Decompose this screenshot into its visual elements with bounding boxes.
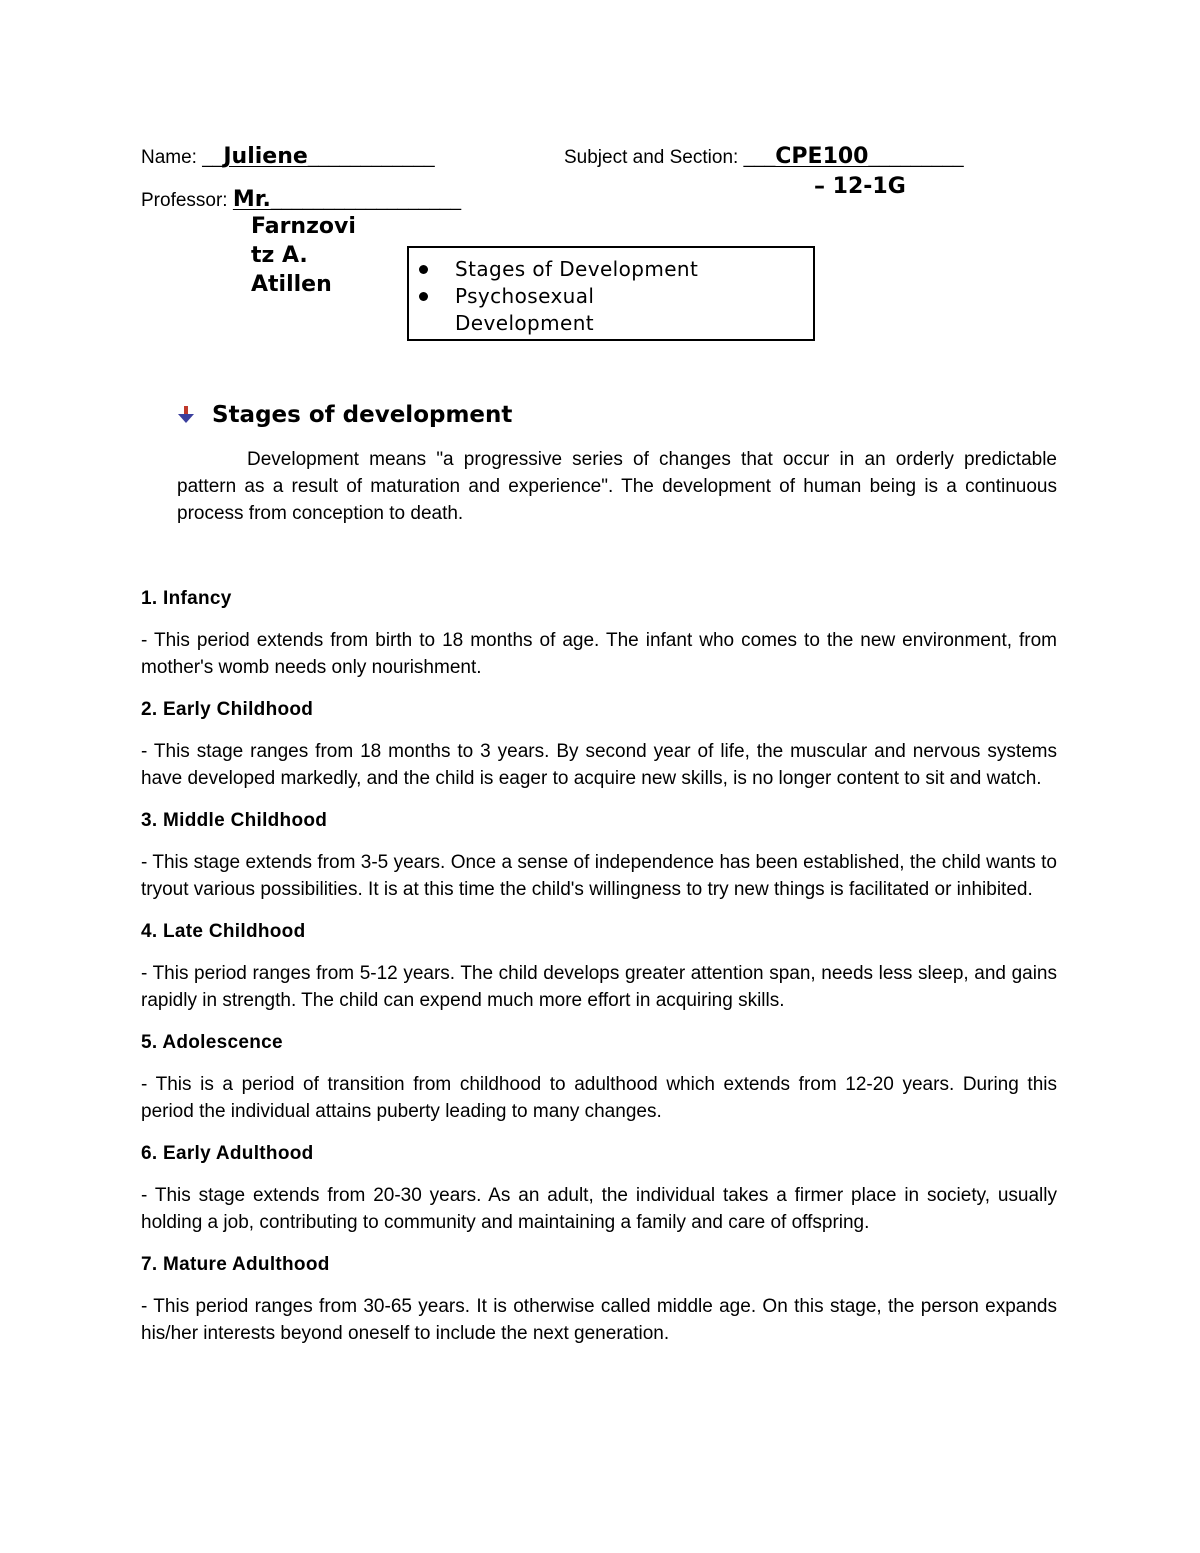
arrow-head [178, 414, 194, 423]
topic-item [455, 283, 785, 310]
stage-description: - This stage ranges from 18 months to 3 years. By second year of life, the muscular and nervous systems have developed markedly, and the child is eager to acquire new skills, is no longer content to sit and watch. [141, 741, 1057, 789]
stage-description: - This is a period of transition from childhood to adulthood which extends from 12-20 years. During this period the individual attains puberty leading to many changes. [141, 1074, 1057, 1122]
topic-box [407, 246, 815, 341]
stage-title: 7. Mature Adulthood [141, 1254, 330, 1275]
subject-value: CPE100 [775, 144, 869, 169]
name-value-wrap [223, 144, 435, 169]
stages-list [141, 585, 1057, 1362]
stage-description: - This period ranges from 30-65 years. It is otherwise called middle age. On this stage, the person expands his/her interests beyond oneself to include the next generation. [141, 1296, 1057, 1344]
stage-title: 5. Adolescence [141, 1032, 283, 1053]
stage-description: - This stage extends from 20-30 years. As an adult, the individual takes a firmer place in society, usually holding a job, contributing to community and maintaining a family and care of offspring. [141, 1185, 1057, 1233]
subject-value-wrap [775, 144, 964, 169]
name-trail: ____________ [307, 147, 435, 168]
stage-title: 1. Infancy [141, 588, 232, 609]
professor-label: Professor: [141, 190, 233, 211]
arrow-down-icon [178, 406, 194, 424]
subject-section-value: – 12-1G [814, 174, 906, 199]
topic-label: Stages of Development [455, 257, 699, 281]
stage-title: 4. Late Childhood [141, 921, 306, 942]
topic-item [455, 256, 785, 283]
professor-trail: __________________ [270, 190, 462, 211]
bullet-icon [419, 292, 428, 301]
name-value: Juliene [223, 144, 308, 169]
professor-name-line2: Farnzovi [251, 214, 356, 239]
topic-label: Psychosexual [455, 284, 595, 308]
topic-list [455, 256, 785, 337]
stage-title: 6. Early Adulthood [141, 1143, 314, 1164]
subject-label: Subject and Section: ___ [564, 147, 776, 168]
section-heading: Stages of development [212, 402, 513, 428]
name-label: Name: __ [141, 147, 224, 168]
stage-description: - This period ranges from 5-12 years. The child develops greater attention span, needs less sleep, and gains rapidly in strength. The child can expend much more effort in acquiring skills. [141, 963, 1057, 1011]
bullet-icon [419, 265, 428, 274]
professor-value: Mr. [232, 187, 271, 212]
professor-field [141, 185, 461, 214]
topic-label: Development [455, 311, 595, 335]
subject-trail: _________ [868, 147, 964, 168]
arrow-stem [184, 406, 188, 415]
stage-description: - This stage extends from 3-5 years. Once a sense of independence has been established, the child wants to tryout various possibilities. It is at this time the child's willingness to try new things is facilitated or inhibited. [141, 852, 1057, 900]
intro-text: Development means "a progressive series of changes that occur in an orderly predictable pattern as a result of maturation and experience". The development of human being is a continuous process from conception to death. [177, 449, 1057, 524]
topic-item-continued [455, 310, 785, 337]
professor-name-line3: tz A. [251, 243, 308, 268]
name-field [141, 142, 435, 171]
stage-title: 2. Early Childhood [141, 699, 314, 720]
intro-paragraph [177, 446, 1057, 527]
professor-name-line4: Atillen [251, 272, 332, 297]
stage-description: - This period extends from birth to 18 months of age. The infant who comes to the new environment, from mother's womb needs only nourishment. [141, 630, 1057, 678]
professor-value-wrap [232, 187, 462, 212]
subject-field [564, 142, 964, 171]
stage-title: 3. Middle Childhood [141, 810, 328, 831]
